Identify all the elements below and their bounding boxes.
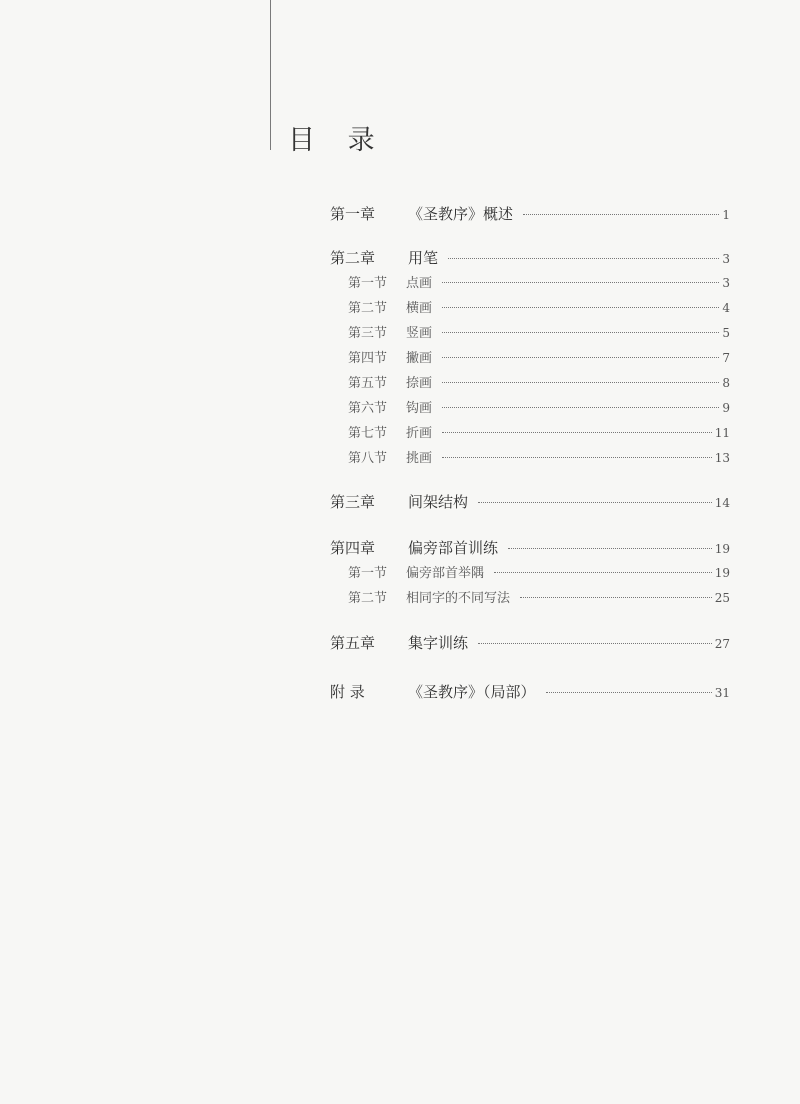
entry-page-number: 7 [722, 351, 730, 365]
entry-label [348, 587, 510, 606]
toc-entry[interactable] [330, 491, 730, 512]
entry-title: 点画 [406, 276, 433, 291]
entry-title: 捺画 [406, 376, 433, 391]
toc-entry[interactable] [330, 247, 730, 268]
entry-number: 第五章 [330, 634, 376, 652]
entry-title: 偏旁部首举隅 [406, 566, 485, 581]
leader-dots [448, 257, 719, 259]
toc-entry[interactable] [330, 681, 730, 702]
toc-entry[interactable] [348, 347, 730, 366]
entry-number: 附 录 [330, 683, 365, 701]
leader-dots [442, 281, 719, 283]
entry-number: 第二节 [348, 591, 388, 606]
entry-title: 《圣教序》（局部） [408, 683, 536, 701]
entry-page-number: 3 [722, 276, 730, 290]
entry-number: 第一章 [330, 205, 376, 223]
entry-label [348, 322, 432, 341]
entry-page-number: 9 [722, 401, 730, 415]
entry-label [330, 632, 468, 653]
leader-dots [442, 456, 712, 458]
entry-title: 撇画 [406, 351, 433, 366]
entry-title: 竖画 [406, 326, 433, 341]
toc-entry[interactable] [348, 447, 730, 466]
entry-label [348, 272, 432, 291]
toc-entry[interactable] [348, 322, 730, 341]
leader-dots [520, 596, 712, 598]
entry-number: 第二章 [330, 249, 376, 267]
leader-dots [478, 642, 712, 644]
toc-entry[interactable] [348, 587, 730, 606]
leader-dots [494, 571, 712, 573]
entry-page-number: 31 [714, 686, 730, 700]
leader-dots [442, 356, 719, 358]
toc-entry[interactable] [348, 272, 730, 291]
toc-entry[interactable] [330, 632, 730, 653]
toc-entry[interactable] [348, 297, 730, 316]
leader-dots [478, 501, 712, 503]
leader-dots [442, 331, 719, 333]
entry-number: 第一节 [348, 566, 388, 581]
entry-number: 第四章 [330, 539, 376, 557]
leader-dots [442, 381, 719, 383]
entry-page-number: 4 [722, 301, 730, 315]
entry-page-number: 11 [714, 426, 730, 440]
entry-label [348, 372, 432, 391]
toc-entry[interactable] [330, 537, 730, 558]
entry-page-number: 19 [714, 542, 730, 556]
entry-title: 折画 [406, 426, 433, 441]
entry-number: 第六节 [348, 401, 388, 416]
leader-dots [442, 306, 719, 308]
entry-number: 第五节 [348, 376, 388, 391]
entry-label [348, 422, 432, 441]
entry-page-number: 14 [714, 496, 730, 510]
entry-title: 集字训练 [408, 634, 469, 652]
entry-page-number: 13 [714, 451, 730, 465]
toc-entry[interactable] [348, 372, 730, 391]
leader-dots [523, 213, 719, 215]
entry-label [348, 297, 432, 316]
entry-title: 钩画 [406, 401, 433, 416]
entry-number: 第七节 [348, 426, 388, 441]
entry-label [330, 537, 498, 558]
toc-entry[interactable] [348, 397, 730, 416]
entry-page-number: 8 [722, 376, 730, 390]
entry-number: 第三节 [348, 326, 388, 341]
entry-page-number: 27 [714, 637, 730, 651]
page-title: 目 录 [288, 125, 387, 156]
entry-page-number: 3 [722, 252, 730, 266]
entry-title: 偏旁部首训练 [408, 539, 499, 557]
entry-title: 横画 [406, 301, 433, 316]
entry-number: 第八节 [348, 451, 388, 466]
entry-number: 第四节 [348, 351, 388, 366]
entry-number: 第三章 [330, 493, 376, 511]
entry-number: 第一节 [348, 276, 388, 291]
entry-label [348, 447, 432, 466]
entry-label [330, 681, 536, 702]
entry-page-number: 1 [722, 208, 730, 222]
leader-dots [508, 547, 712, 549]
entry-label [330, 203, 513, 224]
leader-dots [442, 431, 712, 433]
entry-label [348, 347, 432, 366]
entry-page-number: 5 [722, 326, 730, 340]
entry-page-number: 25 [714, 591, 730, 605]
entry-title: 《圣教序》概述 [408, 205, 514, 223]
entry-title: 间架结构 [408, 493, 469, 511]
entry-label [330, 247, 438, 268]
entry-label [348, 397, 432, 416]
toc-entry[interactable] [330, 203, 730, 224]
entry-title: 挑画 [406, 451, 433, 466]
entry-title: 相同字的不同写法 [406, 591, 511, 606]
toc-entry[interactable] [348, 422, 730, 441]
toc-entry[interactable] [348, 562, 730, 581]
leader-dots [442, 406, 719, 408]
entry-label [348, 562, 484, 581]
entry-title: 用笔 [408, 249, 439, 267]
entry-label [330, 491, 468, 512]
entry-page-number: 19 [714, 566, 730, 580]
entry-number: 第二节 [348, 301, 388, 316]
leader-dots [546, 691, 712, 693]
